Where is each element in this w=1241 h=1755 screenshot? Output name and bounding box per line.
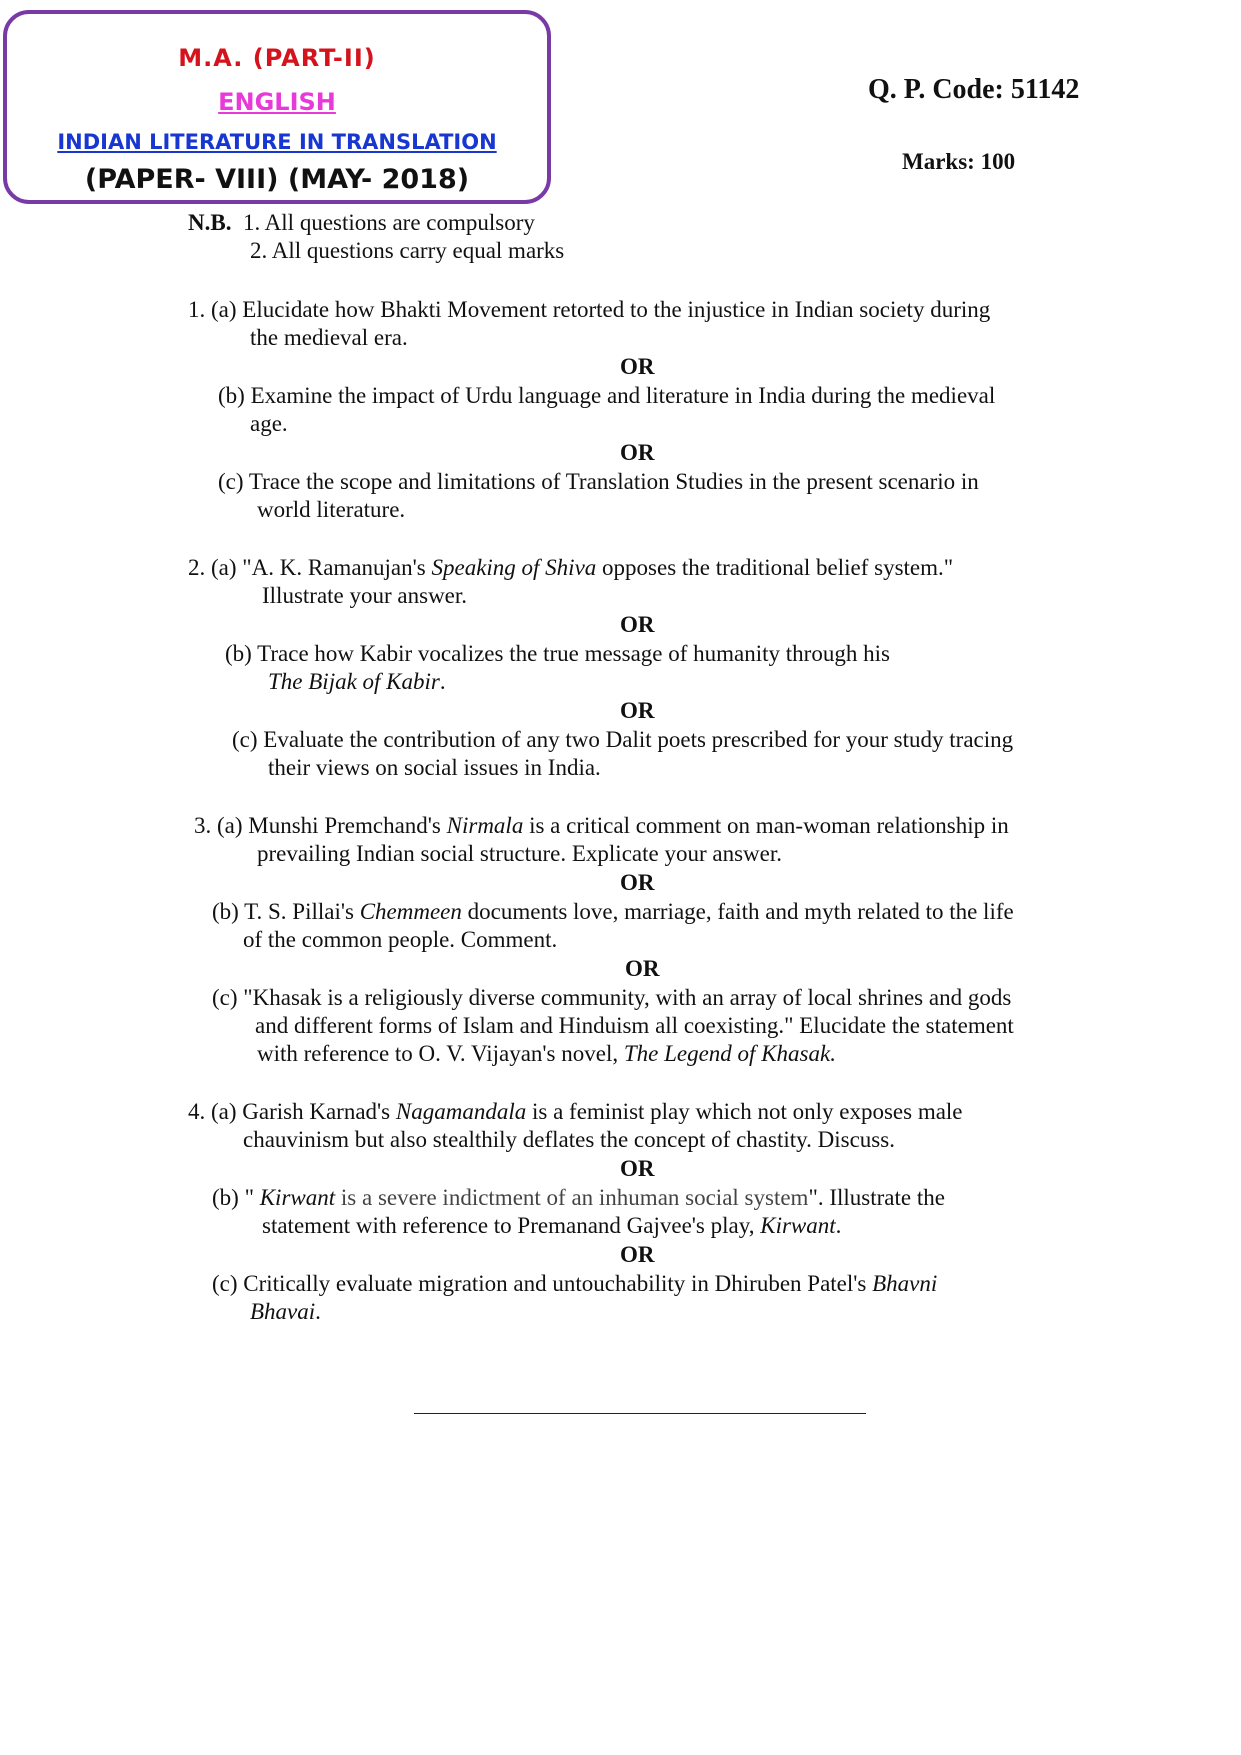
q3b-line-1: (b) T. S. Pillai's Chemmeen documents love, marriage, faith and myth related to the life — [212, 899, 1014, 924]
q2a-line-2: Illustrate your answer. — [262, 583, 468, 608]
q1a-line-2: the medieval era. — [250, 325, 408, 350]
q1c-line-1: (c) Trace the scope and limitations of Translation Studies in the present scenario in — [218, 469, 979, 494]
work-title: Chemmeen — [359, 899, 462, 924]
course-level: M.A. (PART-II) — [178, 44, 376, 72]
q4b-line-2: statement with reference to Premanand Gajvee's play, Kirwant. — [262, 1213, 842, 1238]
q3c-line-1: (c) "Khasak is a religiously diverse community, with an array of local shrines and gods — [212, 985, 1012, 1010]
or-separator: OR — [625, 956, 660, 981]
or-separator: OR — [620, 440, 655, 465]
q1c-line-2: world literature. — [257, 497, 406, 522]
work-title: Kirwant — [760, 1213, 836, 1238]
q2c-line-1: (c) Evaluate the contribution of any two Dalit poets prescribed for your study tracing — [232, 727, 1014, 752]
end-rule — [414, 1413, 866, 1414]
total-marks: Marks: 100 — [902, 149, 1016, 174]
q4a-line-2: chauvinism but also stealthily deflates the concept of chastity. Discuss. — [243, 1127, 895, 1152]
work-title: Nirmala — [446, 813, 524, 838]
or-separator: OR — [620, 698, 655, 723]
q1b-line-1: (b) Examine the impact of Urdu language and literature in India during the medieval — [218, 383, 996, 408]
q3b-line-2: of the common people. Comment. — [243, 927, 558, 952]
q1a-line-1: 1. (a) Elucidate how Bhakti Movement retorted to the injustice in Indian society during — [188, 297, 991, 322]
or-separator: OR — [620, 354, 655, 379]
nb-item-1: 1. All questions are compulsory — [242, 210, 535, 235]
work-title: The Bijak of Kabir — [268, 669, 440, 694]
nb-label: N.B. — [188, 210, 232, 235]
or-separator: OR — [620, 612, 655, 637]
q4c-line-2: Bhavai. — [250, 1299, 321, 1324]
q2a-line-1: 2. (a) "A. K. Ramanujan's Speaking of Shiva opposes the traditional belief system." — [188, 555, 954, 580]
work-title: Nagamandala — [395, 1099, 527, 1124]
q4c-line-1: (c) Critically evaluate migration and untouchability in Dhiruben Patel's Bhavni — [212, 1271, 938, 1296]
q2c-line-2: their views on social issues in India. — [268, 755, 601, 780]
or-separator: OR — [620, 1242, 655, 1267]
q3a-line-1: 3. (a) Munshi Premchand's Nirmala is a critical comment on man-woman relationship in — [194, 813, 1009, 838]
work-title: Speaking of Shiva — [431, 555, 597, 580]
paper-session: (PAPER- VIII) (MAY- 2018) — [84, 164, 470, 195]
subject-title: ENGLISH — [218, 88, 336, 116]
paper-title: INDIAN LITERATURE IN TRANSLATION — [57, 130, 497, 154]
or-separator: OR — [620, 870, 655, 895]
q4a-line-1: 4. (a) Garish Karnad's Nagamandala is a feminist play which not only exposes male — [188, 1099, 963, 1124]
q2b-line-2: The Bijak of Kabir. — [268, 669, 446, 694]
q3c-line-2: and different forms of Islam and Hinduism all coexisting." Elucidate the statement — [255, 1013, 1014, 1038]
work-title: Bhavai — [250, 1299, 316, 1324]
q4b-line-1: (b) " Kirwant is a severe indictment of an inhuman social system". Illustrate the — [212, 1185, 945, 1210]
course-title-box — [3, 10, 551, 204]
nb-item-2: 2. All questions carry equal marks — [250, 238, 565, 263]
q3a-line-2: prevailing Indian social structure. Explicate your answer. — [257, 841, 782, 866]
q2b-line-1: (b) Trace how Kabir vocalizes the true message of humanity through his — [225, 641, 890, 666]
qp-code: Q. P. Code: 51142 — [868, 74, 1080, 105]
q1b-line-2: age. — [250, 411, 288, 436]
or-separator: OR — [620, 1156, 655, 1181]
work-title: Kirwant — [259, 1185, 336, 1210]
q3c-line-3: with reference to O. V. Vijayan's novel, The Legend of Khasak. — [257, 1041, 836, 1066]
work-title: Bhavni — [872, 1271, 938, 1296]
nb-line-1 — [188, 209, 535, 237]
work-title: The Legend of Khasak. — [623, 1041, 836, 1066]
